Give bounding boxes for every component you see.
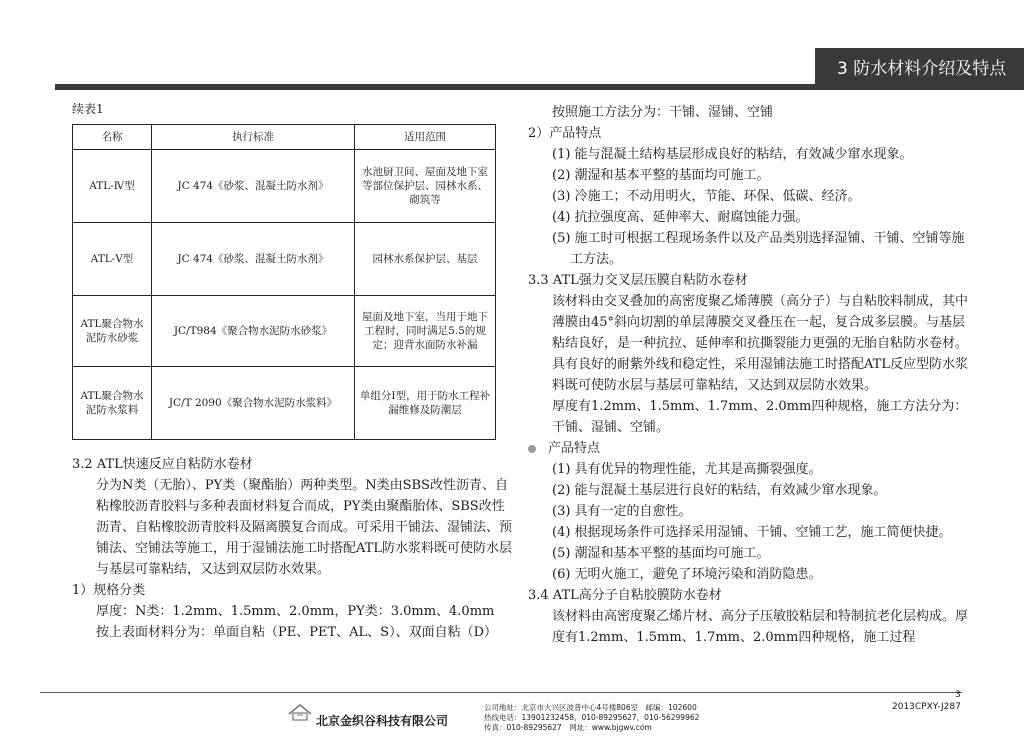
document-code: 2013CPXY-J287 xyxy=(892,702,961,712)
spec-classification-title: 1）规格分类 xyxy=(72,583,146,598)
feature-item: (3) 具有一定的自愈性。 xyxy=(552,504,692,519)
table-cell: JC 474《砂浆、混凝土防水剂》 xyxy=(152,223,355,296)
company-logo-icon xyxy=(288,702,312,722)
feature-item: (1) 具有优异的物理性能，尤其是高撕裂强度。 xyxy=(552,462,822,477)
features-title-text: 产品特点 xyxy=(548,441,601,456)
thickness-spec: 厚度：N类：1.2mm、1.5mm、2.0mm，PY类：3.0mm、4.0mm xyxy=(96,604,495,619)
product-features-title: 2）产品特点 xyxy=(528,126,602,141)
table-cell: 水池厨卫间、屋面及地下室等部位保护层、园林水系、砌筑等 xyxy=(355,150,496,223)
table-caption: 续表1 xyxy=(72,102,104,116)
table-row xyxy=(73,296,496,367)
section-3-3-thickness: 厚度有1.2mm、1.5mm、1.7mm、2.0mm四种规格，施工方法分为：干铺、湿铺、空铺。 xyxy=(552,399,968,435)
section-3-3-features-title xyxy=(528,438,968,459)
company-name: 北京金织谷科技有限公司 xyxy=(316,714,449,728)
table-cell: 屋面及地下室，当用于地下工程时，同时满足5.5的规定；迎背水面防水补漏 xyxy=(355,296,496,367)
table-cell: JC/T 2090《聚合物水泥防水浆料》 xyxy=(152,367,355,440)
table-cell: JC/T984《聚合物水泥防水砂浆》 xyxy=(152,296,355,367)
construction-method-line: 按照施工方法分为：干铺、湿铺、空铺 xyxy=(552,105,774,120)
table-cell: ATL聚合物水泥防水浆料 xyxy=(73,367,152,440)
feature-item: (1) 能与混凝土结构基层形成良好的粘结，有效减少窜水现象。 xyxy=(552,147,913,162)
section-3-4-title: 3.4 ATL高分子自粘胶膜防水卷材 xyxy=(528,588,722,603)
section-3-2-body: 分为N类（无胎）、PY类（聚酯胎）两种类型。N类由SBS改性沥青、自粘橡胶沥青胶料与多种表面材料复合而成，PY类由聚酯胎体、SBS改性沥青、自粘橡胶沥青胶料及隔离膜复合而成。可采用干铺法、湿铺法、预铺法、空铺法等施工，用于湿铺法施工时搭配ATL防水浆料既可使防水层与基层可靠粘结，又达到双层防水效果。 xyxy=(96,478,513,577)
left-column xyxy=(72,100,512,643)
table-header-scope: 适用范围 xyxy=(355,125,496,150)
section-3-2-title: 3.2 ATL快速反应自粘防水卷材 xyxy=(72,457,253,472)
section-3-3-body: 该材料由交叉叠加的高密度聚乙烯薄膜（高分子）与自粘胶料制成，其中薄膜由45°斜向切割的单层薄膜交叉叠压在一起，复合成多层膜。与基层粘结良好，是一种抗拉、延伸率和抗撕裂能力更强的无胎自粘防水卷材。具有良好的耐紫外线和稳定性，采用湿铺法施工时搭配ATL反应型防水浆料既可使防水层与基层可靠粘结，又达到双层防水效果。 xyxy=(552,294,969,393)
contact-info xyxy=(484,703,699,733)
feature-item: (4) 根据现场条件可选择采用湿铺、干铺、空铺工艺，施工简便快捷。 xyxy=(552,525,952,540)
feature-item: (2) 能与混凝土基层进行良好的粘结，有效减少窜水现象。 xyxy=(552,483,887,498)
spec-table xyxy=(72,124,496,440)
surface-material-spec: 按上表面材料分为：单面自粘（PE、PET、AL、S）、双面自粘（D） xyxy=(96,625,497,640)
feature-item: (2) 潮湿和基本平整的基面均可施工。 xyxy=(552,168,770,183)
company-fax-website: 传真：010-89295627 网址：www.bjgwv.com xyxy=(484,723,652,732)
feature-item: (6) 无明火施工，避免了环境污染和消防隐患。 xyxy=(552,567,822,582)
page-number: 3 xyxy=(955,690,961,700)
table-cell: 单组分Ⅰ型，用于防水工程补漏维修及防潮层 xyxy=(355,367,496,440)
table-row xyxy=(73,223,496,296)
section-title: 3 防水材料介绍及特点 xyxy=(815,48,1024,90)
section-3-3-title: 3.3 ATL强力交叉层压膜自粘防水卷材 xyxy=(528,273,748,288)
table-header-name: 名称 xyxy=(73,125,152,150)
section-3-4-body: 该材料由高密度聚乙烯片材、高分子压敏胶粘层和特制抗老化层构成。厚度有1.2mm、1.5mm、1.7mm、2.0mm四种规格，施工过程 xyxy=(552,609,969,645)
table-cell: 园林水系保护层、基层 xyxy=(355,223,496,296)
footer-divider xyxy=(40,692,962,693)
company-phone: 热线电话：13901232458，010-89295627，010-56299962 xyxy=(484,713,700,722)
feature-item: (5) 潮湿和基本平整的基面均可施工。 xyxy=(552,546,770,561)
table-header-standard: 执行标准 xyxy=(152,125,355,150)
feature-item: (3) 冷施工；不动用明火，节能、环保、低碳、经济。 xyxy=(552,189,861,204)
bullet-dot-icon xyxy=(528,445,536,453)
table-row xyxy=(73,150,496,223)
feature-item: (5) 施工时可根据工程现场条件以及产品类别选择湿铺、干铺、空铺等施工方法。 xyxy=(552,231,965,267)
table-cell: ATL-Ⅴ型 xyxy=(73,223,152,296)
header-bar xyxy=(55,84,815,90)
table-row xyxy=(73,367,496,440)
table-cell: ATL聚合物水泥防水砂浆 xyxy=(73,296,152,367)
table-cell: JC 474《砂浆、混凝土防水剂》 xyxy=(152,150,355,223)
right-column xyxy=(528,102,968,648)
feature-item: (4) 抗拉强度高、延伸率大、耐腐蚀能力强。 xyxy=(552,210,809,225)
company-address: 公司地址：北京市大兴区波普中心4号楼806室 邮编：102600 xyxy=(484,703,697,712)
table-cell: ATL-Ⅳ型 xyxy=(73,150,152,223)
